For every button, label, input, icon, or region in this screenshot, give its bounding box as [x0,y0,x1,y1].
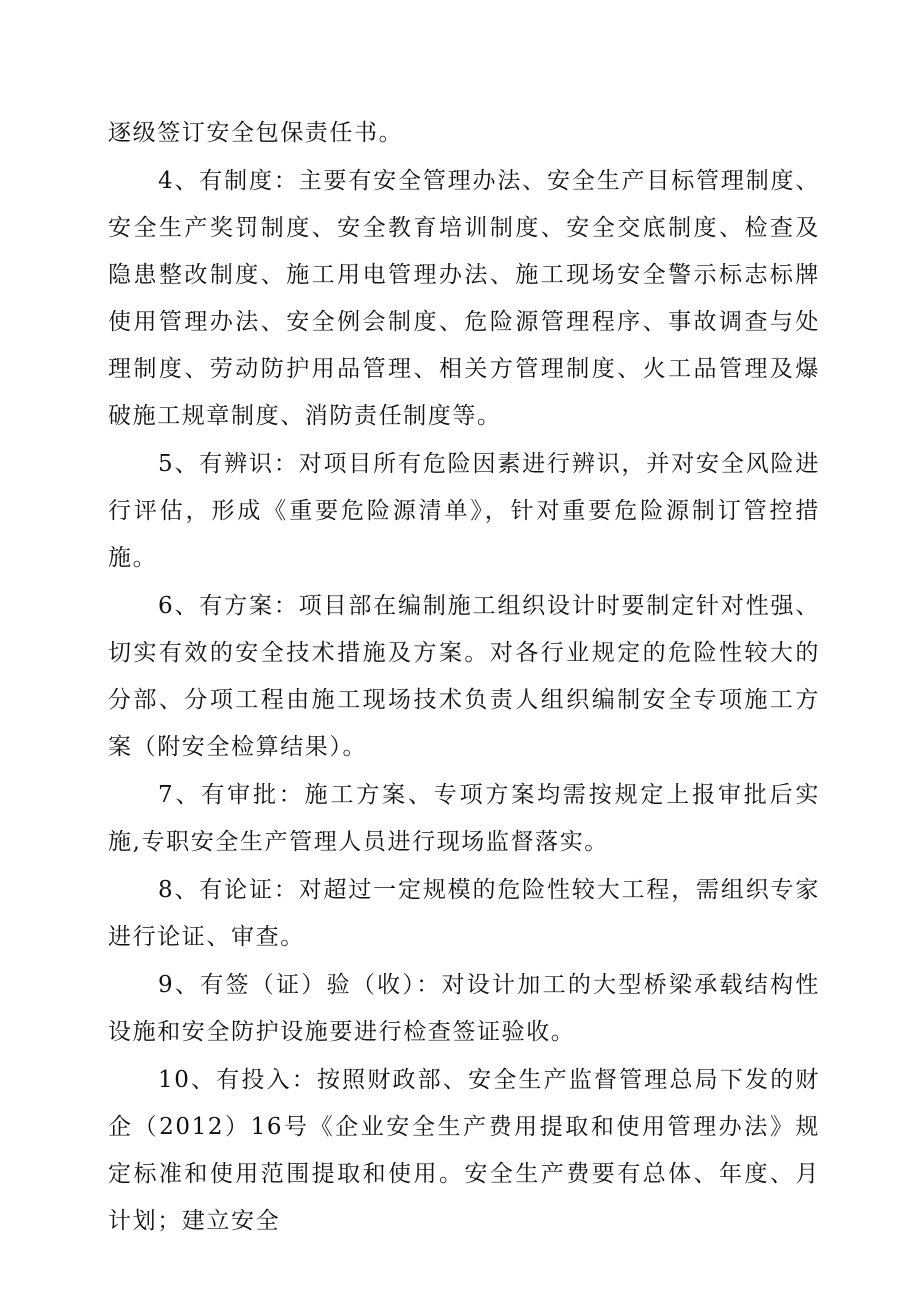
paragraph-continuation: 逐级签订安全包保责任书。 [108,120,404,146]
paragraph-item-10-investment: 10、有投入：按照财政部、安全生产监督管理总局下发的财企（2012）16号《企业安全生产费用提取和使用管理办法》规定标准和使用范围提取和使用。安全生产费要有总体、年度、月计划；建立安全 [108,1067,820,1234]
paragraph-item-8-argumentation: 8、有论证：对超过一定规模的危险性较大工程，需组织专家进行论证、审查。 [108,877,820,950]
paragraph-item-9-acceptance: 9、有签（证）验（收）：对设计加工的大型桥梁承载结构性设施和安全防护设施要进行检查签证验收。 [108,972,820,1045]
paragraph-item-4-system: 4、有制度：主要有安全管理办法、安全生产目标管理制度、安全生产奖罚制度、安全教育培训制度、安全交底制度、检查及隐患整改制度、施工用电管理办法、施工现场安全警示标志标牌使用管理办法、安全例会制度、危险源管理程序、事故调查与处理制度、劳动防护用品管理、相关方管理制度、火工品管理及爆破施工规章制度、消防责任制度等。 [108,168,820,429]
paragraph-item-6-plan: 6、有方案：项目部在编制施工组织设计时要制定针对性强、切实有效的安全技术措施及方案。对各行业规定的危险性较大的分部、分项工程由施工现场技术负责人组织编制安全专项施工方案（附安全检算结果）。 [108,593,820,760]
paragraph-item-5-identification: 5、有辨识：对项目所有危险因素进行辨识，并对安全风险进行评估，形成《重要危险源清单》，针对重要危险源制订管控措施。 [108,451,820,571]
paragraph-item-7-approval: 7、有审批：施工方案、专项方案均需按规定上报审批后实施,专职安全生产管理人员进行现场监督落实。 [108,782,820,855]
